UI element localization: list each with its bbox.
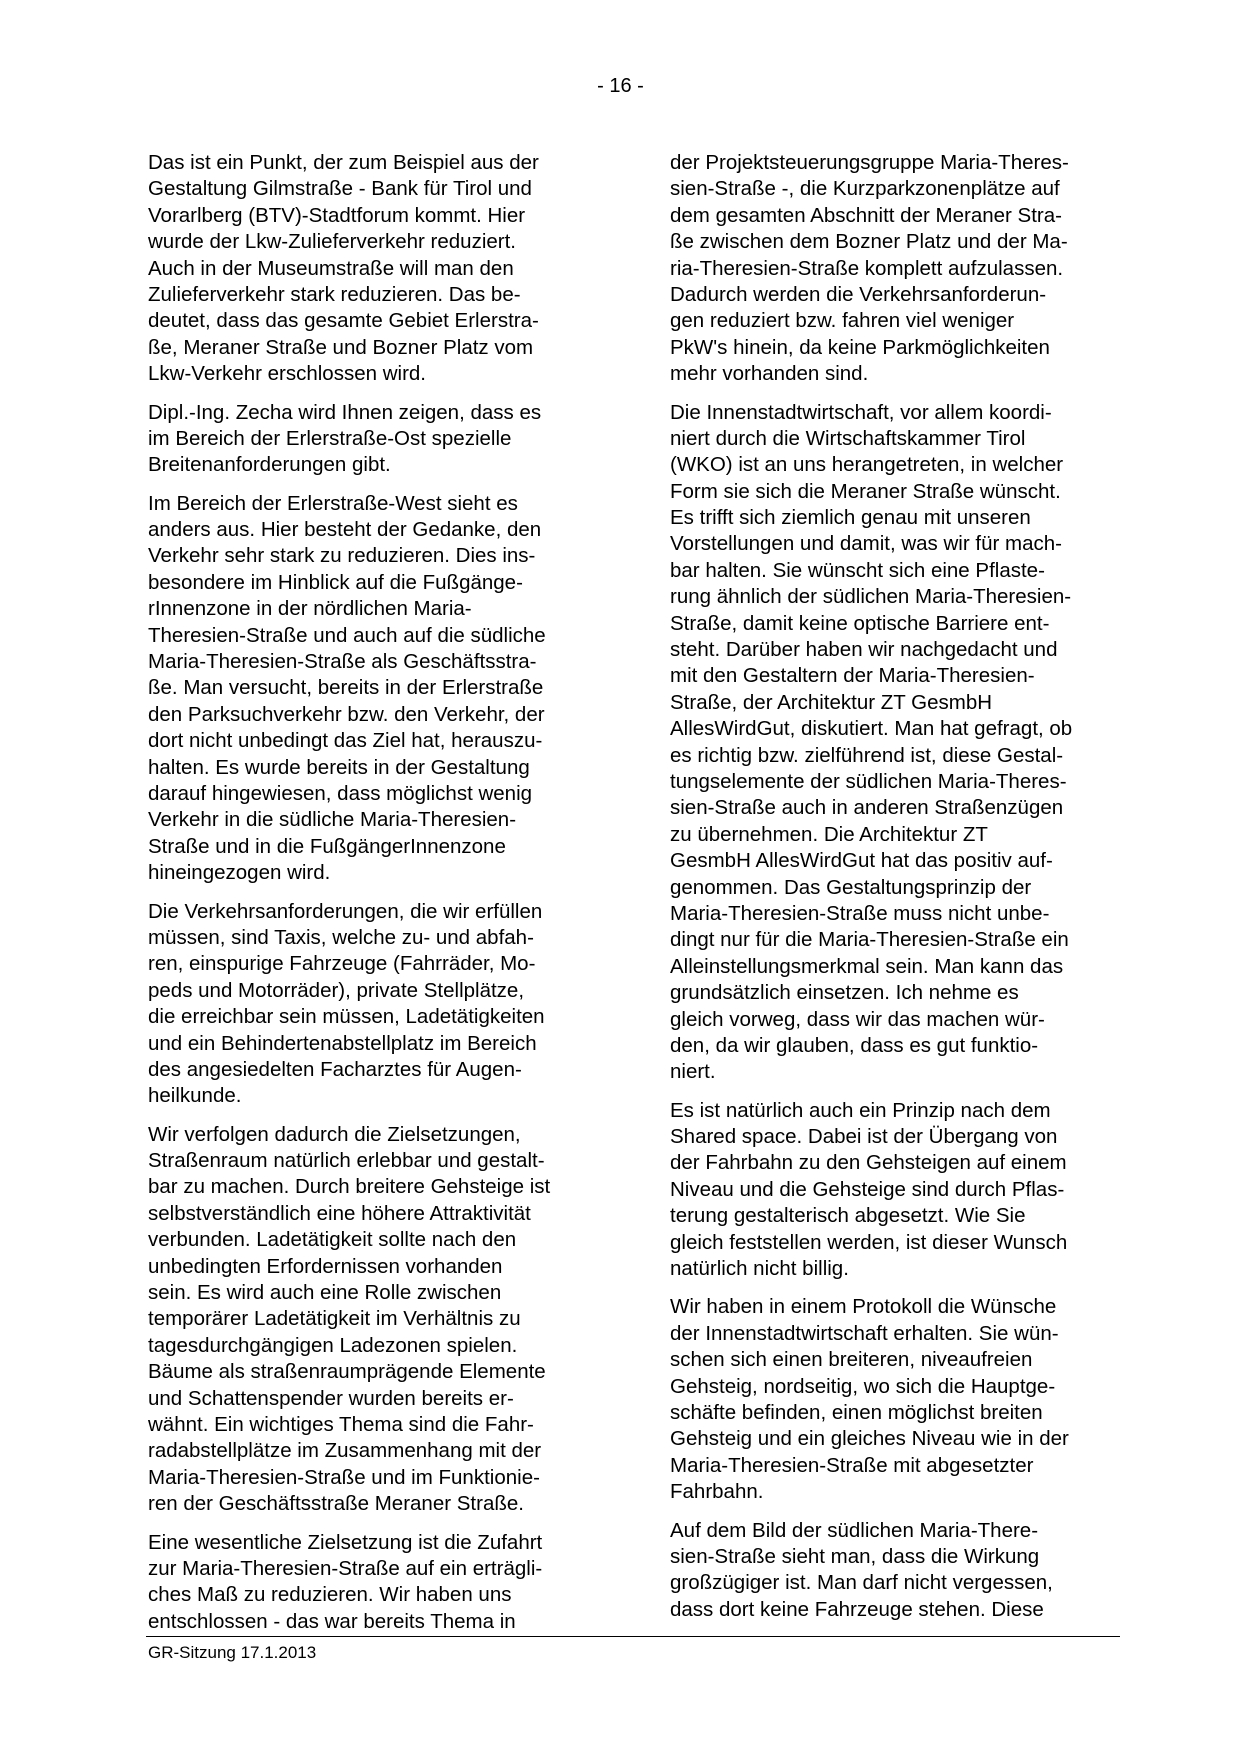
text-line: Es ist natürlich auch ein Prinzip nach dem xyxy=(670,1098,1051,1122)
text-line: ches Maß zu reduzieren. Wir haben uns xyxy=(148,1583,512,1607)
text-line: der Innenstadtwirtschaft erhalten. Sie wün- xyxy=(670,1321,1059,1345)
paragraph xyxy=(670,150,1120,388)
text-line: Gestaltung Gilmstraße - Bank für Tirol und xyxy=(148,177,532,201)
text-line: Maria-Theresien-Straße als Geschäftsstra- xyxy=(148,650,537,674)
text-line: dingt nur für die Maria-Theresien-Straße ein xyxy=(670,928,1069,952)
text-line: Form sie sich die Meraner Straße wünscht. xyxy=(670,479,1061,503)
text-line: Fahrbahn. xyxy=(670,1480,764,1504)
text-line: deutet, dass das gesamte Gebiet Erlerstra- xyxy=(148,309,539,333)
text-line: natürlich nicht billig. xyxy=(670,1257,849,1281)
text-line: temporärer Ladetätigkeit im Verhältnis zu xyxy=(148,1307,521,1331)
text-line: AllesWirdGut, diskutiert. Man hat gefragt, ob xyxy=(670,717,1073,741)
text-line: ße. Man versucht, bereits in der Erlerstraße xyxy=(148,676,544,700)
text-line: ße zwischen dem Bozner Platz und der Ma- xyxy=(670,230,1068,254)
text-line: ße, Meraner Straße und Bozner Platz vom xyxy=(148,335,534,359)
text-line: Straße und in die FußgängerInnenzone xyxy=(148,834,506,858)
text-line: Gehsteig und ein gleiches Niveau wie in der xyxy=(670,1427,1069,1451)
text-line: niert. xyxy=(670,1060,716,1084)
text-line: PkW's hinein, da keine Parkmöglichkeiten xyxy=(670,335,1050,359)
text-line: Dipl.-Ing. Zecha wird Ihnen zeigen, dass es xyxy=(148,400,542,424)
text-line: wähnt. Ein wichtiges Thema sind die Fahr- xyxy=(148,1412,534,1436)
text-line: und ein Behindertenabstellplatz im Bereich xyxy=(148,1031,537,1055)
text-line: hineingezogen wird. xyxy=(148,861,331,885)
text-line: Verkehr sehr stark zu reduzieren. Dies ins- xyxy=(148,544,536,568)
text-line: Straße, der Architektur ZT GesmbH xyxy=(670,690,993,714)
text-line: dass dort keine Fahrzeuge stehen. Diese xyxy=(670,1597,1044,1621)
text-line: den, da wir glauben, dass es gut funktio- xyxy=(670,1033,1039,1057)
text-line: der Projektsteuerungsgruppe Maria-Theres- xyxy=(670,151,1069,174)
text-line: Maria-Theresien-Straße mit abgesetzter xyxy=(670,1453,1034,1477)
text-line: Gehsteig, nordseitig, wo sich die Hauptge- xyxy=(670,1374,1056,1398)
text-line: grundsätzlich einsetzen. Ich nehme es xyxy=(670,981,1019,1005)
text-column-left xyxy=(148,150,598,1647)
text-line: wurde der Lkw-Zulieferverkehr reduziert. xyxy=(148,230,516,254)
text-line: gleich feststellen werden, ist dieser Wunsch xyxy=(670,1230,1068,1254)
text-line: ria-Theresien-Straße komplett aufzulassen. xyxy=(670,256,1064,280)
paragraph xyxy=(148,491,598,887)
paragraph xyxy=(148,400,598,479)
text-column-right xyxy=(670,150,1120,1635)
paragraph xyxy=(148,150,598,388)
text-line: Dadurch werden die Verkehrsanforderun- xyxy=(670,282,1047,306)
text-line: Maria-Theresien-Straße muss nicht unbe- xyxy=(670,901,1050,925)
text-line: (WKO) ist an uns herangetreten, in welcher xyxy=(670,453,1064,477)
text-line: Shared space. Dabei ist der Übergang von xyxy=(670,1125,1058,1149)
text-line: entschlossen - das war bereits Thema in xyxy=(148,1609,516,1633)
text-line: rung ähnlich der südlichen Maria-Theresien- xyxy=(670,585,1072,609)
text-line: Maria-Theresien-Straße und im Funktionie- xyxy=(148,1465,540,1489)
text-line: sien-Straße auch in anderen Straßenzügen xyxy=(670,796,1064,820)
text-line: Vorstellungen und damit, was wir für mach- xyxy=(670,532,1062,556)
text-line: genommen. Das Gestaltungsprinzip der xyxy=(670,875,1032,899)
text-line: Vorarlberg (BTV)-Stadtforum kommt. Hier xyxy=(148,203,526,227)
paragraph xyxy=(148,1530,598,1636)
text-line: anders aus. Hier besteht der Gedanke, den xyxy=(148,518,542,542)
text-line: Niveau und die Gehsteige sind durch Pflas- xyxy=(670,1177,1065,1201)
text-line: zur Maria-Theresien-Straße auf ein erträgli- xyxy=(148,1556,543,1580)
text-line: mehr vorhanden sind. xyxy=(670,362,869,386)
text-line: Die Verkehrsanforderungen, die wir erfüllen xyxy=(148,899,543,923)
paragraph xyxy=(670,1518,1120,1624)
text-line: ren, einspurige Fahrzeuge (Fahrräder, Mo- xyxy=(148,952,536,976)
text-line: und Schattenspender wurden bereits er- xyxy=(148,1386,514,1410)
text-line: Auch in der Museumstraße will man den xyxy=(148,256,514,280)
text-line: verbunden. Ladetätigkeit sollte nach den xyxy=(148,1228,517,1252)
text-line: Wir haben in einem Protokoll die Wünsche xyxy=(670,1295,1057,1319)
text-line: mit den Gestaltern der Maria-Theresien- xyxy=(670,664,1035,688)
text-line: der Fahrbahn zu den Gehsteigen auf einem xyxy=(670,1151,1067,1175)
text-line: dort nicht unbedingt das Ziel hat, herauszu- xyxy=(148,729,543,753)
text-line: es richtig bzw. zielführend ist, diese Gestal- xyxy=(670,743,1064,767)
text-line: schen sich einen breiteren, niveaufreien xyxy=(670,1348,1033,1372)
text-line: peds und Motorräder), private Stellplätze, xyxy=(148,978,525,1002)
text-line: gleich vorweg, dass wir das machen wür- xyxy=(670,1007,1045,1031)
text-line: müssen, sind Taxis, welche zu- und abfah- xyxy=(148,925,534,949)
text-line: terung gestalterisch abgesetzt. Wie Sie xyxy=(670,1204,1026,1228)
paragraph xyxy=(148,1122,598,1518)
text-line: die erreichbar sein müssen, Ladetätigkeiten xyxy=(148,1005,545,1029)
text-line: Alleinstellungsmerkmal sein. Man kann das xyxy=(670,954,1064,978)
text-line: GesmbH AllesWirdGut hat das positiv auf- xyxy=(670,849,1053,873)
text-line: Es trifft sich ziemlich genau mit unseren xyxy=(670,506,1031,530)
text-line: halten. Es wurde bereits in der Gestaltung xyxy=(148,755,530,779)
text-line: Im Bereich der Erlerstraße-West sieht es xyxy=(148,491,518,515)
text-line: steht. Darüber haben wir nachgedacht und xyxy=(670,638,1058,662)
text-line: sien-Straße sieht man, dass die Wirkung xyxy=(670,1544,1040,1568)
text-line: Auf dem Bild der südlichen Maria-There- xyxy=(670,1518,1039,1542)
paragraph xyxy=(670,400,1120,1086)
text-line: Das ist ein Punkt, der zum Beispiel aus der xyxy=(148,151,539,174)
text-line: Eine wesentliche Zielsetzung ist die Zufahrt xyxy=(148,1530,543,1554)
text-line: Straße, damit keine optische Barriere ent- xyxy=(670,611,1050,635)
text-line: großzügiger ist. Man darf nicht vergessen, xyxy=(670,1571,1053,1595)
footer-session-date: GR-Sitzung 17.1.2013 xyxy=(148,1643,317,1662)
text-line: Theresien-Straße und auch auf die südliche xyxy=(148,623,546,647)
text-line: sein. Es wird auch eine Rolle zwischen xyxy=(148,1281,502,1305)
paragraph xyxy=(670,1098,1120,1283)
paragraph xyxy=(670,1294,1120,1505)
text-line: unbedingten Erfordernissen vorhanden xyxy=(148,1254,503,1278)
page-number: - 16 - xyxy=(597,75,644,97)
text-line: im Bereich der Erlerstraße-Ost spezielle xyxy=(148,426,512,450)
text-line: tagesdurchgängigen Ladezonen spielen. xyxy=(148,1333,518,1357)
text-line: Breitenanforderungen gibt. xyxy=(148,453,391,477)
text-line: Die Innenstadtwirtschaft, vor allem koordi- xyxy=(670,400,1052,424)
text-line: Straßenraum natürlich erlebbar und gestalt- xyxy=(148,1149,545,1173)
text-line: selbstverständlich eine höhere Attraktivität xyxy=(148,1201,531,1225)
text-line: schäfte befinden, einen möglichst breiten xyxy=(670,1400,1043,1424)
text-line: niert durch die Wirtschaftskammer Tirol xyxy=(670,426,1026,450)
text-line: rInnenzone in der nördlichen Maria- xyxy=(148,597,472,621)
text-line: besondere im Hinblick auf die Fußgänge- xyxy=(148,570,523,594)
footer-divider xyxy=(146,1636,1120,1637)
text-line: sien-Straße -, die Kurzparkzonenplätze auf xyxy=(670,177,1060,201)
text-line: dem gesamten Abschnitt der Meraner Stra- xyxy=(670,203,1062,227)
text-line: radabstellplätze im Zusammenhang mit der xyxy=(148,1439,542,1463)
text-line: zu übernehmen. Die Architektur ZT xyxy=(670,822,988,846)
text-line: bar zu machen. Durch breitere Gehsteige ist xyxy=(148,1175,551,1199)
text-line: den Parksuchverkehr bzw. den Verkehr, der xyxy=(148,702,545,726)
text-line: Bäume als straßenraumprägende Elemente xyxy=(148,1360,546,1384)
paragraph xyxy=(148,899,598,1110)
text-line: tungselemente der südlichen Maria-Theres- xyxy=(670,769,1067,793)
text-line: ren der Geschäftsstraße Meraner Straße. xyxy=(148,1492,524,1516)
text-line: darauf hingewiesen, dass möglichst wenig xyxy=(148,781,533,805)
text-line: heilkunde. xyxy=(148,1084,242,1108)
text-line: Zulieferverkehr stark reduzieren. Das be- xyxy=(148,282,521,306)
text-line: Wir verfolgen dadurch die Zielsetzungen, xyxy=(148,1122,521,1146)
text-line: des angesiedelten Facharztes für Augen- xyxy=(148,1057,522,1081)
text-line: Verkehr in die südliche Maria-Theresien- xyxy=(148,808,517,832)
text-line: bar halten. Sie wünscht sich eine Pflaste- xyxy=(670,558,1045,582)
text-line: Lkw-Verkehr erschlossen wird. xyxy=(148,362,426,386)
text-line: gen reduziert bzw. fahren viel weniger xyxy=(670,309,1015,333)
